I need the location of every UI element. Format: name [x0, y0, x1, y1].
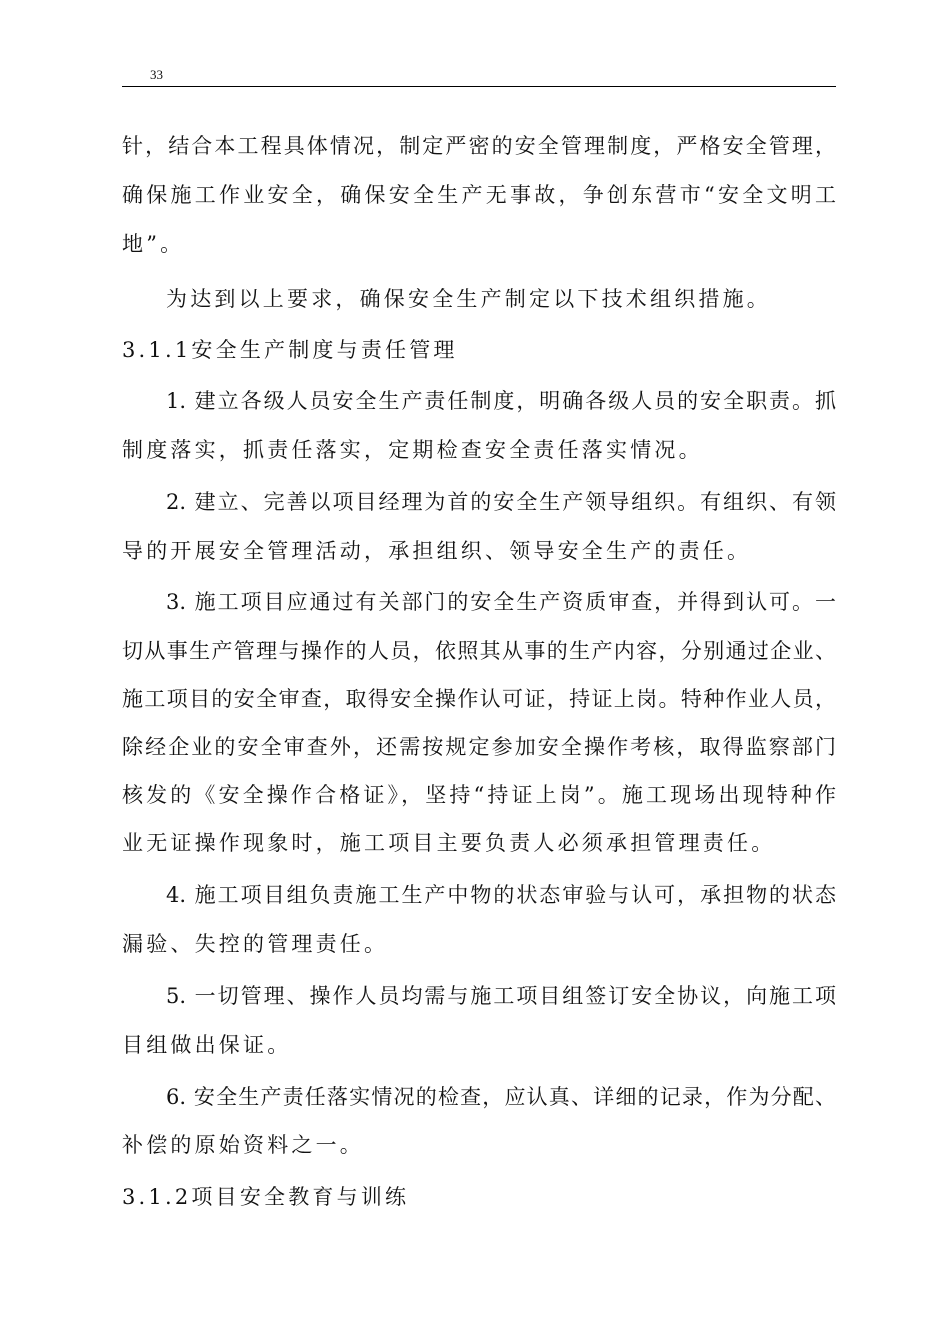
page-number: 33 [150, 67, 163, 82]
paragraph-line: 2. 建立、完善以项目经理为首的安全生产领导组织。有组织、有领 [166, 490, 836, 514]
paragraph-line: 确保施工作业安全，确保安全生产无事故，争创东营市“安全文明工 [122, 183, 836, 207]
paragraph-line: 为达到以上要求，确保安全生产制定以下技术组织措施。 [166, 287, 771, 311]
paragraph-line: 导的开展安全管理活动，承担组织、领导安全生产的责任。 [122, 539, 752, 563]
paragraph-line: 切从事生产管理与操作的人员，依照其从事的生产内容，分别通过企业、 [122, 639, 836, 663]
paragraph-line: 漏验、失控的管理责任。 [122, 932, 389, 956]
paragraph-line: 制度落实，抓责任落实，定期检查安全责任落实情况。 [122, 438, 703, 462]
paragraph-line: 4. 施工项目组负责施工生产中物的状态审验与认可，承担物的状态 [166, 883, 836, 907]
section-heading: 3.1.1安全生产制度与责任管理 [122, 338, 458, 362]
paragraph-line: 5. 一切管理、操作人员均需与施工项目组签订安全协议，向施工项 [166, 984, 836, 1008]
paragraph-line: 地”。 [122, 232, 185, 256]
paragraph-line: 针，结合本工程具体情况，制定严密的安全管理制度，严格安全管理， [122, 134, 836, 158]
paragraph-line: 6. 安全生产责任落实情况的检查，应认真、详细的记录，作为分配、 [166, 1085, 836, 1109]
section-heading: 3.1.2项目安全教育与训练 [122, 1185, 410, 1209]
paragraph-line: 1. 建立各级人员安全生产责任制度，明确各级人员的安全职责。抓 [166, 389, 836, 413]
paragraph-line: 施工项目的安全审查，取得安全操作认可证，持证上岗。特种作业人员， [122, 687, 836, 711]
header-rule [122, 86, 836, 87]
paragraph-line: 3. 施工项目应通过有关部门的安全生产资质审查，并得到认可。一 [166, 590, 836, 614]
paragraph-line: 业无证操作现象时，施工项目主要负责人必须承担管理责任。 [122, 831, 776, 855]
paragraph-line: 核发的《安全操作合格证》，坚持“持证上岗”。施工现场出现特种作 [122, 783, 836, 807]
paragraph-line: 除经企业的安全审查外，还需按规定参加安全操作考核，取得监察部门 [122, 735, 836, 759]
paragraph-line: 补偿的原始资料之一。 [122, 1133, 364, 1157]
paragraph-line: 目组做出保证。 [122, 1033, 292, 1057]
